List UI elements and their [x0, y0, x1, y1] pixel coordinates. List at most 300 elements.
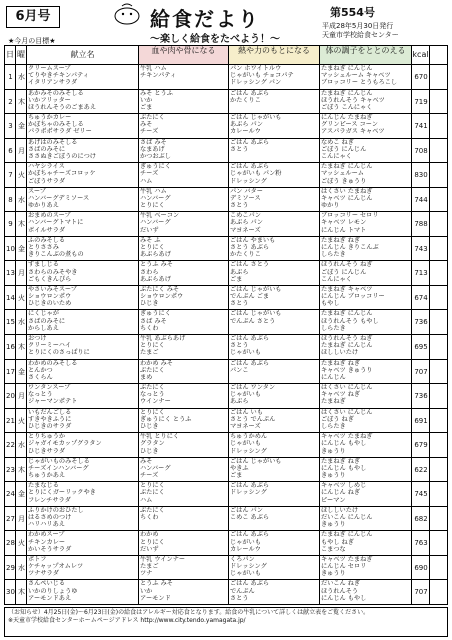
yellow-line: ごま — [230, 275, 243, 283]
red-line: さば みそ — [140, 138, 167, 146]
green-line: マッシュルーム キャベツ — [321, 72, 391, 80]
cell-dow: 木 — [16, 580, 27, 604]
cell-kcal: 743 — [412, 237, 430, 261]
cell-kcal: 679 — [412, 433, 430, 457]
menu-line: とりささみ — [28, 244, 59, 252]
cell-menu — [27, 114, 139, 138]
cell-green — [320, 114, 412, 138]
cell-red — [139, 163, 229, 187]
red-line: なっとう — [140, 391, 165, 399]
menu-line: ツナサラダ — [28, 570, 59, 578]
cell-dow: 火 — [16, 531, 27, 555]
menu-line: とりにくのさっぱりに — [28, 349, 90, 357]
cell-yellow — [229, 90, 320, 114]
menu-line: ごぼうサラダ — [28, 177, 66, 185]
table-row — [5, 555, 447, 580]
green-line: だいこん ねぎ — [321, 580, 361, 588]
menu-line: ごもくきんぴら — [28, 275, 72, 283]
green-line: にんじん トマト — [321, 226, 367, 234]
table-row — [5, 359, 447, 384]
cell-kcal: 708 — [412, 139, 430, 163]
cell-menu — [27, 335, 139, 359]
menu-line: クリーミーハイ — [28, 342, 72, 350]
cell-yellow — [229, 188, 320, 212]
green-line: きゅうり — [321, 521, 346, 529]
cell-menu — [27, 90, 139, 114]
red-line: とうふ みそ — [140, 261, 173, 269]
yellow-line: ごはん じゃがいも — [230, 310, 282, 318]
cell-red — [139, 310, 229, 334]
red-line: グラタン — [140, 440, 165, 448]
cell-day: 2 — [5, 90, 16, 114]
red-line: チキンパティ — [140, 72, 177, 80]
cell-kcal: 741 — [412, 114, 430, 138]
yellow-line: ごはん ワンタン — [230, 384, 276, 392]
yellow-line: じゃがいも — [230, 391, 261, 399]
yellow-line: かたくりこ — [230, 251, 261, 259]
red-line: まめ — [140, 373, 153, 381]
green-line: なめこ ねぎ — [321, 138, 354, 146]
green-line: キャベツ にんじん — [321, 194, 373, 202]
cell-red — [139, 188, 229, 212]
cell-day: 8 — [5, 188, 16, 212]
green-line: たまねぎ ねぎ — [321, 457, 361, 465]
red-line: さわら — [140, 268, 159, 276]
cell-menu — [27, 163, 139, 187]
red-line: みそ ふ — [140, 236, 161, 244]
green-line: ほししいたけ — [321, 506, 359, 514]
cell-dow: 月 — [16, 384, 27, 408]
cell-yellow — [229, 482, 320, 506]
cell-red — [139, 114, 229, 138]
cell-green — [320, 90, 412, 114]
red-line: ハム — [140, 177, 153, 185]
cell-menu — [27, 531, 139, 555]
cell-menu — [27, 507, 139, 531]
menu-line: すましじる — [28, 261, 59, 269]
menu-line: やさいみそスープ — [28, 285, 77, 293]
red-line: ハンバーグ — [140, 464, 171, 472]
menu-line: おつけ — [28, 335, 47, 342]
yellow-line: でんぷん さとう — [230, 317, 276, 325]
yellow-line: ごはん あぶら — [230, 163, 270, 171]
yellow-line: カレールウ — [230, 545, 261, 553]
cell-red — [139, 384, 229, 408]
yellow-line: ごはん じゃがいも — [230, 285, 282, 293]
table-row — [5, 138, 447, 163]
red-line: わかめ みそ — [140, 359, 173, 367]
green-line: たまねぎ にんじん — [321, 65, 373, 72]
table-row — [5, 236, 447, 261]
red-line: とりにく — [140, 202, 165, 210]
red-line: ちくわ — [140, 324, 159, 332]
cell-kcal: 719 — [412, 90, 430, 114]
green-line: ほうれんそう キャベツ — [321, 96, 385, 104]
cell-yellow — [229, 580, 320, 604]
menu-line: ハンバーグデミソース — [28, 194, 90, 202]
cell-dow: 金 — [16, 482, 27, 506]
menu-line: フレンチサラダ — [28, 496, 71, 504]
green-line: こんにゃく — [321, 275, 352, 283]
green-line: はくさい たまねぎ — [321, 187, 373, 195]
menu-line: さばのみそに — [28, 145, 66, 153]
menu-line: ひじきサラダ — [28, 447, 66, 455]
table-row — [5, 162, 447, 187]
cell-yellow — [229, 335, 320, 359]
red-line: ちくわ — [140, 514, 159, 522]
cell-menu — [27, 360, 139, 384]
cell-red — [139, 580, 229, 604]
red-line: チーズ — [140, 170, 159, 178]
menu-table — [4, 45, 448, 605]
red-line: あぶらあげ — [140, 275, 171, 283]
red-line: ぶたにく — [140, 366, 165, 374]
cell-green — [320, 310, 412, 334]
cell-green — [320, 188, 412, 212]
cell-red — [139, 90, 229, 114]
green-line: ごぼう きゅうり — [321, 177, 367, 185]
menu-line: さわらのみそやき — [28, 268, 78, 276]
green-line: ほうれんそう ねぎ — [321, 335, 373, 342]
yellow-line: さとう あぶら — [230, 244, 270, 252]
menu-line: いもだんごしる — [28, 408, 72, 416]
cell-kcal: 622 — [412, 458, 430, 482]
cell-green — [320, 507, 412, 531]
yellow-line: ドレッシング — [230, 177, 267, 185]
yellow-line: パンこ — [230, 366, 249, 374]
yellow-line: さとう — [230, 342, 249, 350]
red-line: チーズ — [140, 472, 159, 480]
menu-line: あげはのみそしる — [28, 138, 78, 146]
header — [0, 0, 452, 44]
cell-day: 6 — [5, 139, 16, 163]
cell-menu — [27, 458, 139, 482]
yellow-line: さとう — [230, 594, 249, 602]
menu-line: イタリアンサラダ — [28, 79, 78, 87]
yellow-line: あぶら — [230, 268, 249, 276]
cell-dow: 金 — [16, 114, 27, 138]
cell-yellow — [229, 384, 320, 408]
cell-menu — [27, 286, 139, 310]
yellow-line: ごはん さとう — [230, 261, 270, 269]
cell-yellow — [229, 458, 320, 482]
yellow-line: あぶら — [230, 398, 249, 406]
yellow-line: あぶら パン — [230, 121, 263, 129]
cell-dow: 月 — [16, 261, 27, 285]
menu-line: とんかつ — [28, 366, 53, 374]
green-line: しらたき — [321, 423, 346, 431]
table-row — [5, 432, 447, 457]
menu-line: パラポポサラダ ゼリー — [28, 128, 92, 136]
yellow-line: ドレッシング — [230, 563, 267, 571]
cell-day: 30 — [5, 580, 16, 604]
cell-menu — [27, 65, 139, 89]
red-line: さば みそ — [140, 317, 167, 325]
cell-kcal: 788 — [412, 212, 430, 236]
green-line: にんじん きりこんぶ — [321, 244, 379, 252]
yellow-line: マヨネーズ — [230, 226, 261, 234]
cell-kcal: 674 — [412, 286, 430, 310]
yellow-line: ごはん パン — [230, 506, 263, 514]
cell-red — [139, 65, 229, 89]
menu-line: さばのみそに — [28, 317, 66, 325]
red-line: とうふ みそ — [140, 580, 173, 588]
yellow-line: くろパン — [230, 555, 255, 563]
col-day: 日 — [5, 46, 16, 64]
cell-kcal: 736 — [412, 384, 430, 408]
yellow-line: じゃがいも — [230, 440, 261, 448]
cell-menu — [27, 261, 139, 285]
green-line: マッシュルーム — [321, 170, 364, 178]
cell-kcal: 670 — [412, 65, 430, 89]
cell-dow: 火 — [16, 163, 27, 187]
green-line: キャベツ ねぎ — [321, 391, 361, 399]
red-line: みそ とうふ — [140, 89, 173, 97]
cell-kcal: 682 — [412, 507, 430, 531]
cell-day: 24 — [5, 482, 16, 506]
menu-line: チキンカレー — [28, 538, 66, 546]
yellow-line: マヨネーズ — [230, 423, 261, 431]
yellow-line: じゃがいも パン粉 — [230, 170, 282, 178]
cell-dow: 火 — [16, 286, 27, 310]
red-line: ハンバーグ — [140, 194, 171, 202]
goal-label: ★今月の目標★ — [8, 37, 56, 45]
green-line: ほうれんそう ねぎ — [321, 261, 373, 269]
cell-kcal: 763 — [412, 531, 430, 555]
red-line: ぶたにく — [140, 489, 165, 497]
menu-line: ワンタンスープ — [28, 384, 71, 392]
menu-line: さんぺいじる — [28, 580, 66, 588]
col-green: 体の調子をととのえる — [320, 46, 412, 64]
red-line: ぎゅうにく — [140, 310, 171, 318]
menu-line: ケチャップオムレツ — [28, 563, 84, 571]
green-line: たまねぎ にんじん — [321, 342, 373, 350]
org-name: 天童市学校給食センター — [322, 31, 399, 39]
yellow-line: やきふ — [230, 464, 249, 472]
red-line: わかめ — [140, 531, 159, 539]
yellow-line: ごはん やまいも — [230, 236, 276, 244]
green-line: きゅうり — [321, 570, 346, 578]
cell-day: 16 — [5, 335, 16, 359]
cell-dow: 木 — [16, 458, 27, 482]
yellow-line: こめこ あぶら — [230, 514, 270, 522]
green-line: ブロッコリー とうもろこし — [321, 79, 398, 87]
cell-yellow — [229, 507, 320, 531]
green-line: キャベツ たまねぎ — [321, 555, 373, 563]
green-line: ごぼう にんじん — [321, 145, 367, 153]
green-line: にんじん もやし — [321, 594, 367, 602]
green-line: キャベツ きゅうり — [321, 366, 373, 374]
cell-red — [139, 360, 229, 384]
month-label: 6月号 — [6, 6, 60, 28]
green-line: たまねぎ ねぎ — [321, 359, 361, 367]
cell-green — [320, 335, 412, 359]
cell-yellow — [229, 310, 320, 334]
cell-green — [320, 531, 412, 555]
cell-dow: 木 — [16, 90, 27, 114]
red-line: とりにく — [140, 482, 165, 490]
cell-menu — [27, 310, 139, 334]
green-line: にんじん セロリ — [321, 563, 367, 571]
green-line: ほうれんそう — [321, 587, 359, 595]
red-line: 牛乳 ウインナー — [140, 555, 186, 563]
yellow-line: ごはん あぶら — [230, 335, 270, 342]
green-line: ほししいたけ — [321, 349, 359, 357]
table-row — [5, 334, 447, 359]
menu-line: ちゅうかカレー — [28, 114, 72, 122]
yellow-line: ごはん あぶら — [230, 359, 270, 367]
green-line: たまねぎ にんじん — [321, 163, 373, 171]
date-block — [322, 22, 399, 40]
menu-line: ジャガイモカップグラタン — [28, 440, 102, 448]
cell-yellow — [229, 531, 320, 555]
menu-line: とりちゅうか — [28, 433, 66, 441]
green-line: きゅうり — [321, 447, 346, 455]
green-line: ごぼう こんにゃく — [321, 103, 373, 111]
red-line: だいず — [140, 226, 159, 234]
cell-yellow — [229, 433, 320, 457]
red-line: ぎゅうにく とうふ — [140, 415, 192, 423]
red-line: ハンバーグ — [140, 219, 171, 227]
cell-day: 21 — [5, 409, 16, 433]
menu-line: わかめスープ — [28, 531, 65, 539]
menu-line: いかのりしょうゆ — [28, 587, 78, 595]
red-line: いか — [140, 587, 153, 595]
table-row — [5, 113, 447, 138]
menu-line: さくらん — [28, 373, 53, 381]
red-line: とりにく — [140, 408, 165, 416]
green-line: キャベツ レモン — [321, 219, 367, 227]
cell-green — [320, 212, 412, 236]
green-line: きゅうり — [321, 472, 346, 480]
cell-yellow — [229, 237, 320, 261]
green-line: ほうれんそう もやし — [321, 317, 379, 325]
green-line: たまねぎ にんじん — [321, 89, 373, 97]
cell-green — [320, 482, 412, 506]
menu-line: ポトフ — [28, 555, 47, 563]
green-line: たまねぎ ねぎ — [321, 236, 361, 244]
red-line: チーズ — [140, 128, 159, 136]
cell-red — [139, 531, 229, 555]
cell-yellow — [229, 286, 320, 310]
menu-line: かぼちゃチーズコロッケ — [28, 170, 96, 178]
red-line: アーモンド — [140, 594, 171, 602]
cell-kcal: 736 — [412, 310, 430, 334]
table-row — [5, 211, 447, 236]
cell-kcal: 695 — [412, 335, 430, 359]
cell-day: 9 — [5, 212, 16, 236]
yellow-line: じゃがいも — [230, 570, 261, 578]
cell-red — [139, 335, 229, 359]
cell-menu — [27, 237, 139, 261]
cell-day: 3 — [5, 114, 16, 138]
cell-kcal: 707 — [412, 360, 430, 384]
cell-red — [139, 507, 229, 531]
yellow-line: あぶら パン — [230, 219, 263, 227]
red-line: ぶたにく — [140, 114, 165, 122]
menu-line: たまなじる — [28, 482, 59, 490]
col-kcal: kcal — [412, 46, 430, 64]
red-line: だいず — [140, 545, 159, 553]
cell-green — [320, 65, 412, 89]
menu-line: チーズインハンバーグ — [28, 464, 89, 472]
yellow-line: ごはん あぶら — [230, 482, 270, 490]
menu-line: きりこんぶの煮もの — [28, 251, 84, 259]
menu-line: ゆかりあえ — [28, 202, 59, 210]
cell-menu — [27, 433, 139, 457]
red-line: ひじき — [140, 423, 159, 431]
green-line: しらたき — [321, 324, 346, 332]
mascot-icon — [112, 2, 142, 26]
menu-line: ハンバーグトマトに — [28, 219, 84, 227]
green-line: ゆかり — [321, 202, 340, 210]
cell-green — [320, 163, 412, 187]
cell-day: 29 — [5, 556, 16, 580]
yellow-line: ごはん あぶら — [230, 89, 270, 97]
cell-day: 14 — [5, 286, 16, 310]
cell-kcal: 745 — [412, 482, 430, 506]
cell-menu — [27, 139, 139, 163]
green-line: たまねぎ にんじん — [321, 310, 373, 318]
table-row — [5, 506, 447, 531]
yellow-line: ドレッシング — [230, 447, 267, 455]
red-line: とりにく — [140, 244, 165, 252]
green-line: にんじん ねぎ — [321, 489, 361, 497]
red-line: ハム — [140, 496, 153, 504]
yellow-line: じゃがいも チョコパテ — [230, 72, 294, 80]
red-line: ぶたにく — [140, 384, 165, 392]
menu-line: ショウロンポウ — [28, 293, 72, 301]
cell-dow: 金 — [16, 237, 27, 261]
green-line: にんじん もやし — [321, 440, 367, 448]
menu-line: ひじきのいため — [28, 300, 72, 308]
cell-day: 22 — [5, 433, 16, 457]
table-row — [5, 309, 447, 334]
yellow-line: ちゅうかめん — [230, 433, 268, 441]
green-line: グリンピース コーン — [321, 121, 378, 129]
cell-menu — [27, 212, 139, 236]
red-line: いか — [140, 96, 153, 104]
cell-dow: 水 — [16, 556, 27, 580]
cell-green — [320, 237, 412, 261]
menu-line: かいそうサラダ — [28, 545, 72, 553]
yellow-line: ごはん あぶら — [230, 531, 270, 539]
green-line: だいこん にんじん — [321, 514, 373, 522]
table-row — [5, 64, 447, 89]
green-line: キャベツ しめじ — [321, 482, 367, 490]
cell-green — [320, 580, 412, 604]
cell-day: 23 — [5, 458, 16, 482]
footer-line2: ※天童市学校給食センターホームページアドレス http://www.city.tendo.yamagata.jp/ — [8, 616, 246, 624]
menu-line: とりにくガーリックやき — [28, 489, 96, 497]
cell-red — [139, 409, 229, 433]
menu-line: いかフリッター — [28, 96, 71, 104]
page-title: 給食だより — [150, 7, 260, 31]
menu-line: すきやきふうに — [28, 415, 72, 423]
cell-day: 10 — [5, 237, 16, 261]
slogan: ～楽しく給食をたべよう！～ — [150, 34, 280, 45]
red-line: 牛乳 ハム — [140, 187, 167, 195]
col-menu: 献立名 — [27, 46, 139, 64]
cell-red — [139, 261, 229, 285]
col-red: 血や肉や骨になる — [139, 46, 229, 64]
cell-yellow — [229, 409, 320, 433]
yellow-line: かたくりこ — [230, 96, 261, 104]
cell-red — [139, 556, 229, 580]
red-line: 牛乳 あぶらあげ — [140, 335, 186, 342]
yellow-line: さとう — [230, 202, 249, 210]
cell-menu — [27, 482, 139, 506]
